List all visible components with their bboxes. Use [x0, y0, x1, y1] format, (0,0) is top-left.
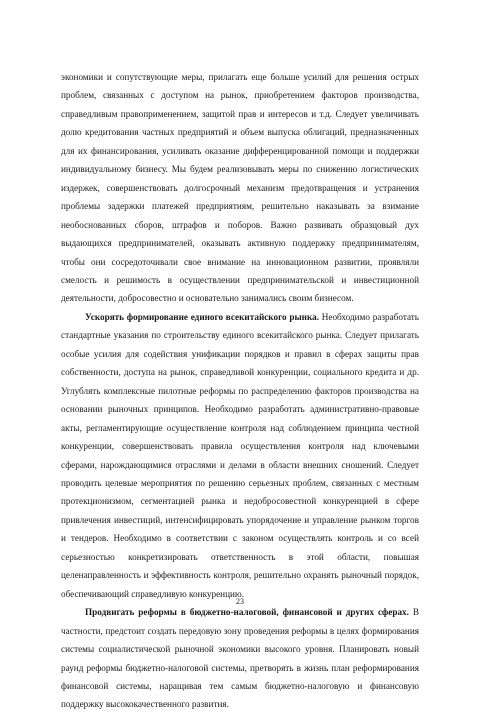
page-number: 23 — [236, 597, 244, 606]
body-text — [61, 68, 419, 714]
section-heading-fiscal-reforms: Продвигать реформы в бюджетно-налоговой, финансовой и других сферах. — [85, 607, 409, 618]
paragraph-1 — [61, 68, 419, 308]
paragraph-1-text: экономики и сопутствующие меры, прилагать еще больше усилий для решения острых проблем, связанных с доступом на рынок, приобретением факторов производства, справедливым правоприменением, защитой прав и интересов и т.д. Следует увеличивать долю кредитования частных предприятий и объем выпуска облигаций, предназначенных для их финансирования, усиливать оказание дифференцированной помощи и поддержки индивидуальному бизнесу. Мы будем реализовывать меры по снижению логистических издержек, совершенствовать долгосрочный механизм предотвращения и устранения проблемы задержки платежей предприятиям, решительно наказывать за взимание необоснованных сборов, штрафов и поборов. Важно развивать образцовый дух выдающихся предпринимателей, оказывать активную поддержку предпринимателям, чтобы они сосредоточивали свое внимание на инновационном развитии, проявляли смелость и решимость в осуществлении предпринимательской и инвестиционной деятельности, добросовестно и основательно занимались своим бизнесом. — [61, 72, 419, 304]
paragraph-3 — [61, 603, 419, 714]
paragraph-3-text: В частности, предстоит создать передовую зону проведения реформы в целях формирования системы социалистической рыночной экономики высокого уровня. Планировать новый раунд реформы бюджетно-налоговой системы, претворять в жизнь план реформирования финансовой системы, наращивая тем самым бюджетно-налоговую и финансовую поддержку высококачественного развития. — [61, 607, 419, 710]
paragraph-2-text: Необходимо разработать стандартные указания по строительству единого всекитайского рынка. Следует прилагать особые усилия для содействия унификации порядков и правил в сферах защиты прав собственности, доступа на рынок, справедливой конкуренции, социального кредита и др. Углублять комплексные пилотные реформы по распределению факторов производства на основании рыночных принципов. Необходимо разработать административно-правовые акты, регламентирующие осуществление контроля над соблюдением принципа честной конкуренции, совершенствовать правила осуществления контроля над ключевыми сферами, нарождающимися отраслями и делами в области внешних сношений. Следует проводить целевые мероприятия по решению серьезных проблем, связанных с местным протекционизмом, сегментацией рынка и недобросовестной конкуренцией в сфере привлечения инвестиций, интенсифицировать упорядочение и управление рынком торгов и тендеров. Необходимо в соответствии с законом осуществлять контроль и со всей серьезностью конкретизировать ответственность в этой области, повышая целенаправленность и эффективность контроля, решительно охранять рыночный порядок, обеспечивающий справедливую конкуренцию. — [61, 311, 419, 599]
paragraph-2 — [61, 308, 419, 603]
section-heading-unified-market: Ускорять формирование единого всекитайского рынка. — [85, 311, 319, 322]
